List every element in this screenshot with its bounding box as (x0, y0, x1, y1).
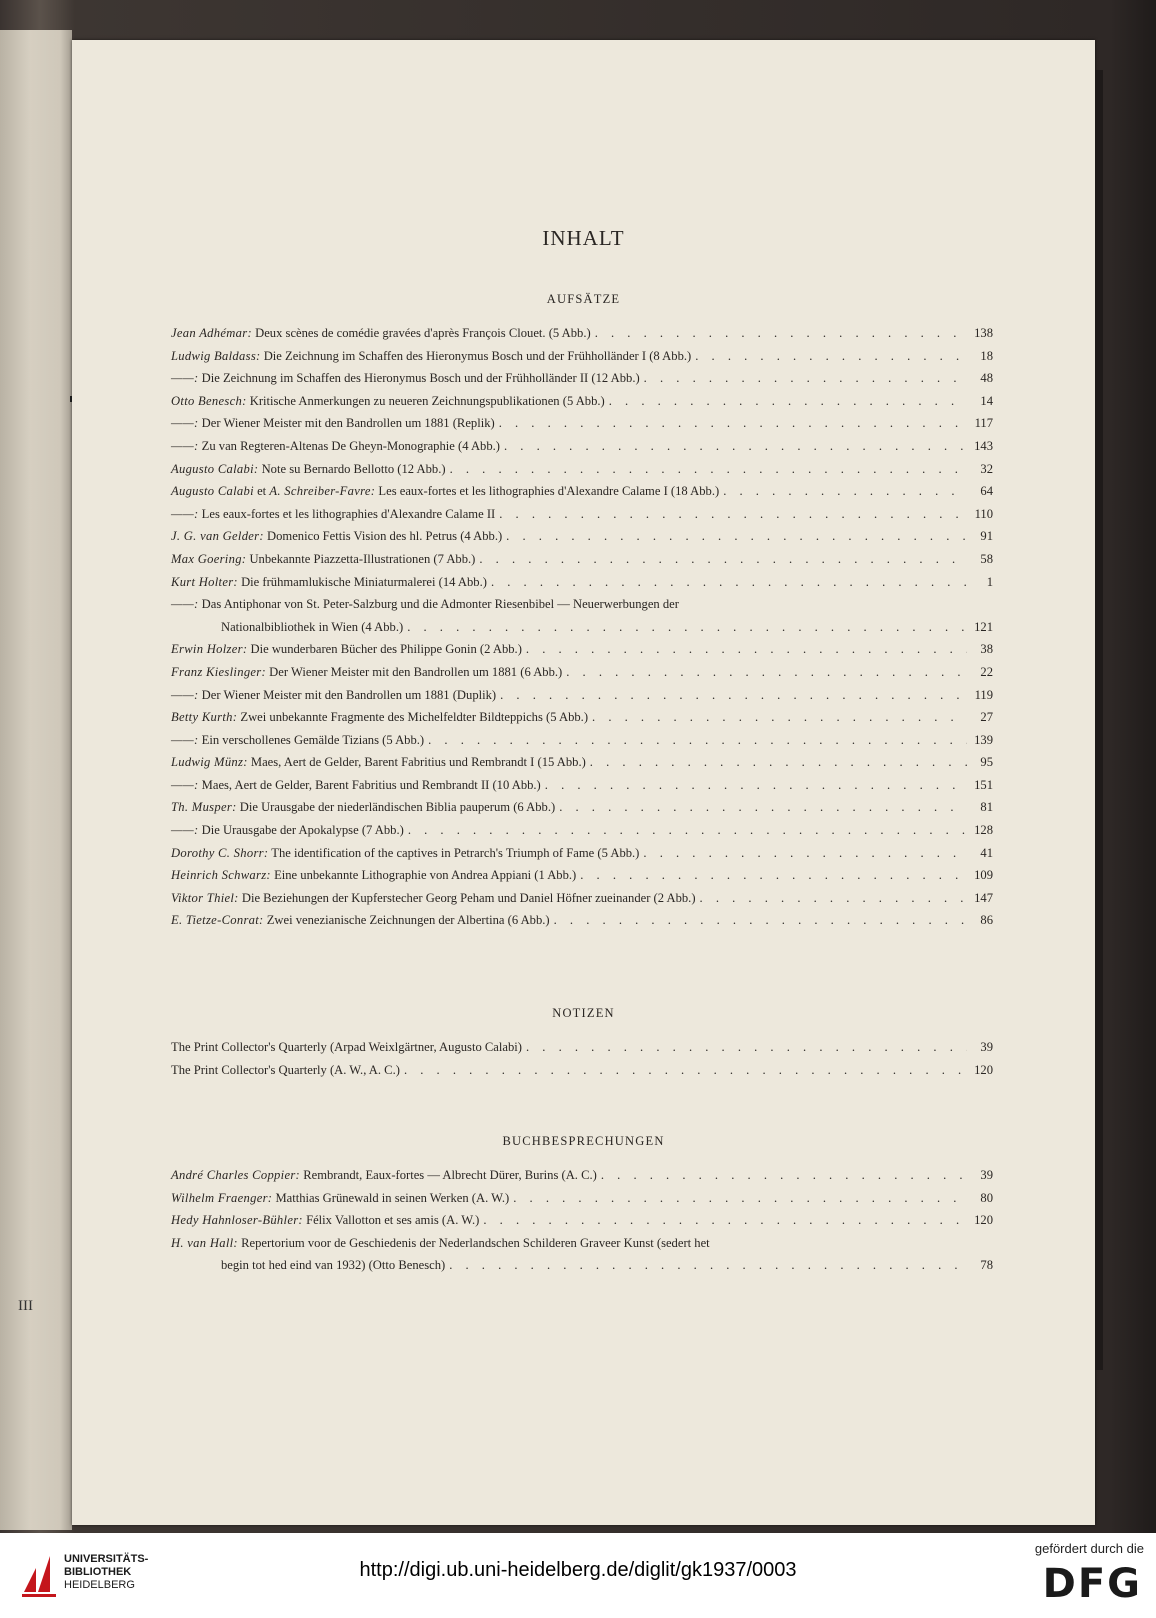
toc-title: Die frühmamlukische Miniaturmalerei (14 Abb.) (241, 574, 487, 589)
toc-leader-dots (643, 842, 967, 865)
toc-page-number: 64 (980, 484, 993, 499)
toc-leader-dots (559, 796, 967, 819)
toc-page-number: 27 (980, 710, 993, 725)
toc-entry-text (171, 842, 639, 865)
toc-page-number: 121 (974, 619, 993, 634)
toc-page-number: 120 (974, 1213, 993, 1228)
toc-entry (171, 887, 993, 910)
toc-leader-dots (723, 480, 967, 503)
toc-title: Der Wiener Meister mit den Bandrollen um 1881 (6 Abb.) (269, 664, 563, 679)
toc-title: The identification of the captives in Petrarch's Triumph of Fame (5 Abb.) (271, 845, 640, 860)
toc-page-number: 22 (980, 664, 993, 679)
toc-title: Zu van Regteren-Altenas De Gheyn-Monographie (4 Abb.) (201, 438, 500, 453)
toc-page-number: 91 (980, 529, 993, 544)
toc-author: Dorothy C. Shorr: (171, 845, 269, 860)
toc-entry (171, 593, 993, 638)
toc-entry-text (171, 571, 487, 594)
toc-title: Les eaux-fortes et les lithographies d'Alexandre Calame I (18 Abb.) (378, 484, 720, 499)
toc-entry (171, 1164, 993, 1187)
toc-page-number: 151 (974, 777, 993, 792)
toc-entry (171, 435, 993, 458)
toc-entry (171, 390, 993, 413)
toc-author: Augusto Calabi (171, 484, 254, 499)
toc-author: Franz Kieslinger: (171, 664, 267, 679)
toc-entry-continuation (171, 1254, 993, 1277)
toc-title: Zwei venezianische Zeichnungen der Albertina (6 Abb.) (266, 913, 550, 928)
toc-leader-dots (479, 548, 967, 571)
toc-leader-dots (428, 729, 967, 752)
toc-title: Der Wiener Meister mit den Bandrollen um 1881 (Duplik) (201, 687, 497, 702)
toc-page-number: 48 (980, 371, 993, 386)
toc-entry (171, 458, 993, 481)
toc-page-number: 39 (980, 1168, 993, 1182)
toc-entry-text (171, 412, 495, 435)
dfg-logo: DFG (1042, 1561, 1142, 1607)
toc-entry (171, 909, 993, 932)
toc-title: The Print Collector's Quarterly (A. W., A. C.) (171, 1062, 400, 1077)
toc-entry (171, 842, 993, 865)
toc-page-number: 86 (980, 913, 993, 928)
toc-entry-text (171, 480, 719, 503)
toc-entry-line (171, 1232, 993, 1255)
toc-title: Zwei unbekannte Fragmente des Michelfeldter Bildteppichs (5 Abb.) (240, 710, 589, 725)
toc-page-number: 80 (980, 1190, 993, 1205)
toc-entry-text (171, 661, 562, 684)
toc-page-number: 117 (974, 416, 993, 431)
library-name-line1: UNIVERSITÄTS- (64, 1553, 149, 1565)
toc-title: Matthias Grünewald in seinen Werken (A. W.) (275, 1190, 510, 1205)
toc-entry (171, 412, 993, 435)
toc-page-number: 139 (974, 732, 993, 747)
toc-page-number: 81 (980, 800, 993, 815)
toc-leader-dots (695, 345, 967, 368)
toc-entry-text (171, 706, 588, 729)
toc-entry-text (171, 684, 496, 707)
toc-title: Les eaux-fortes et les lithographies d'Alexandre Calame II (201, 506, 496, 521)
toc-entry-text (171, 751, 586, 774)
toc-notizen (171, 1036, 993, 1081)
toc-entry-text (171, 887, 696, 910)
toc-entry (171, 345, 993, 368)
toc-leader-dots (592, 706, 967, 729)
toc-leader-dots (504, 435, 967, 458)
source-url[interactable]: http://digi.ub.uni-heidelberg.de/diglit/gk1937/0003 (359, 1559, 797, 1581)
toc-title: Das Antiphonar von St. Peter-Salzburg und die Admonter Riesenbibel — Neuerwerbungen der (201, 597, 679, 612)
toc-title: Deux scènes de comédie gravées d'après François Clouet. (5 Abb.) (255, 326, 591, 340)
toc-entry-text (171, 864, 576, 887)
toc-leader-dots (601, 1164, 967, 1187)
toc-author: ——: (171, 597, 199, 612)
toc-title: Die Zeichnung im Schaffen des Hieronymus Bosch und der Frühholländer I (8 Abb.) (263, 348, 692, 363)
toc-author: Viktor Thiel: (171, 890, 239, 905)
toc-author: ——: (171, 506, 199, 521)
toc-title: Eine unbekannte Lithographie von Andrea Appiani (1 Abb.) (274, 868, 577, 883)
toc-entry (171, 661, 993, 684)
toc-leader-dots (580, 864, 967, 887)
toc-entry (171, 548, 993, 571)
toc-entry-text (171, 367, 640, 390)
toc-page-number: 32 (980, 461, 993, 476)
toc-page-number: 1 (986, 574, 993, 589)
toc-leader-dots (700, 887, 967, 910)
toc-entry (171, 819, 993, 842)
toc-page-number: 38 (980, 642, 993, 657)
toc-page-number: 109 (974, 868, 993, 883)
toc-entry (171, 706, 993, 729)
toc-title: Repertorium voor de Geschiedenis der Nederlandschen Schilderen Graveer Kunst (sedert het (241, 1235, 710, 1250)
section-heading-buchbesprechungen: BUCHBESPRECHUNGEN (502, 1134, 665, 1148)
toc-entry (171, 322, 993, 345)
toc-page-number: 119 (974, 687, 993, 702)
toc-page-number: 41 (980, 845, 993, 860)
toc-author: Ludwig Münz: (171, 755, 248, 770)
toc-entry (171, 1232, 993, 1277)
toc-title: Der Wiener Meister mit den Bandrollen um 1881 (Replik) (201, 416, 495, 431)
section-heading-aufsaetze: AUFSÄTZE (546, 292, 621, 306)
toc-title: Kritische Anmerkungen zu neueren Zeichnungspublikationen (5 Abb.) (249, 393, 605, 408)
toc-leader-dots (449, 1254, 967, 1277)
library-name-line2: BIBLIOTHEK (64, 1566, 132, 1578)
toc-author: Betty Kurth: (171, 710, 238, 725)
toc-entry (171, 751, 993, 774)
toc-entry-text (171, 1209, 479, 1232)
left-page-fragment: III (18, 1298, 33, 1314)
toc-leader-dots (407, 616, 967, 639)
toc-author: ——: (171, 823, 199, 838)
toc-author: André Charles Coppier: (171, 1168, 301, 1182)
toc-author: ——: (171, 416, 199, 431)
toc-leader-dots (408, 819, 967, 842)
toc-leader-dots (491, 571, 967, 594)
toc-title: Die wunderbaren Bücher des Philippe Gonin (2 Abb.) (250, 642, 522, 657)
toc-author: Kurt Holter: (171, 574, 238, 589)
toc-leader-dots (526, 638, 967, 661)
toc-entry (171, 1059, 993, 1082)
toc-entry-text (171, 345, 691, 368)
toc-entry-text (171, 774, 541, 797)
toc-entry (171, 684, 993, 707)
toc-leader-dots (590, 751, 967, 774)
toc-connector: et (257, 484, 267, 499)
toc-author: Max Goering: (171, 551, 247, 566)
toc-author: ——: (171, 732, 199, 747)
toc-entry-text (171, 1036, 522, 1059)
toc-entry-text (171, 597, 679, 611)
toc-entry-line (171, 593, 993, 616)
toc-entry-text (171, 435, 500, 458)
toc-entry (171, 571, 993, 594)
toc-entry-text (171, 458, 446, 481)
toc-entry (171, 864, 993, 887)
toc-entry-text (171, 819, 404, 842)
toc-leader-dots (526, 1036, 967, 1059)
toc-leader-dots (609, 390, 967, 413)
toc-title: Die Urausgabe der niederländischen Biblia pauperum (6 Abb.) (239, 800, 556, 815)
toc-entry (171, 1187, 993, 1210)
toc-title: Domenico Fettis Vision des hl. Petrus (4 Abb.) (267, 529, 503, 544)
toc-title: The Print Collector's Quarterly (Arpad Weixlgärtner, Augusto Calabi) (171, 1040, 522, 1054)
toc-author: Th. Musper: (171, 800, 237, 815)
toc-page-number: 128 (974, 823, 993, 838)
toc-title: Rembrandt, Eaux-fortes — Albrecht Dürer, Burins (A. C.) (303, 1168, 597, 1182)
toc-leader-dots (499, 503, 967, 526)
toc-entry-text (171, 1059, 400, 1082)
toc-page-number: 14 (980, 393, 993, 408)
toc-author: ——: (171, 371, 199, 386)
toc-author: Augusto Calabi: (171, 461, 259, 476)
toc-leader-dots (566, 661, 967, 684)
toc-title: Ein verschollenes Gemälde Tizians (5 Abb.) (201, 732, 425, 747)
toc-author: Wilhelm Fraenger: (171, 1190, 273, 1205)
toc-author: E. Tietze-Conrat: (171, 913, 264, 928)
toc-entry (171, 525, 993, 548)
section-heading-notizen: NOTIZEN (552, 1006, 615, 1020)
toc-entry-continuation (171, 616, 993, 639)
toc-leader-dots (483, 1209, 967, 1232)
toc-entry (171, 1036, 993, 1059)
toc-entry-text (171, 1187, 509, 1210)
page-shadow (1095, 70, 1103, 1370)
toc-page-number: 78 (980, 1258, 993, 1273)
toc-leader-dots (595, 322, 967, 345)
toc-title-continued: begin tot hed eind van 1932) (Otto Benesch) (221, 1258, 446, 1273)
toc-entry (171, 796, 993, 819)
toc-title-continued: Nationalbibliothek in Wien (4 Abb.) (221, 619, 404, 634)
toc-leader-dots (554, 909, 967, 932)
toc-title: Unbekannte Piazzetta-Illustrationen (7 Abb.) (249, 551, 476, 566)
toc-title: Maes, Aert de Gelder, Barent Fabritius und Rembrandt I (15 Abb.) (250, 755, 586, 770)
left-page-edge (0, 30, 72, 1530)
page-title: INHALT (542, 226, 625, 250)
library-name-line3: HEIDELBERG (64, 1579, 135, 1591)
toc-title: Félix Vallotton et ses amis (A. W.) (306, 1213, 480, 1228)
toc-entry-text (171, 390, 605, 413)
toc-page-number: 143 (974, 438, 993, 453)
toc-leader-dots (499, 412, 967, 435)
toc-author: Erwin Holzer: (171, 642, 248, 657)
toc-title: Die Beziehungen der Kupferstecher Georg Peham und Daniel Höfner zueinander (2 Abb.) (241, 890, 696, 905)
toc-page-number: 18 (980, 348, 993, 363)
toc-author: Hedy Hahnloser-Bühler: (171, 1213, 303, 1228)
toc-entry-text (171, 525, 502, 548)
toc-entry-text (171, 503, 495, 526)
toc-entry-text (171, 322, 591, 345)
toc-author: J. G. van Gelder: (171, 529, 264, 544)
toc-page-number: 58 (980, 551, 993, 566)
toc-entry-text (171, 638, 522, 661)
funding-caption: gefördert durch die (1034, 1541, 1144, 1556)
toc-leader-dots (500, 684, 967, 707)
toc-title: Die Urausgabe der Apokalypse (7 Abb.) (201, 823, 404, 838)
toc-leader-dots (506, 525, 967, 548)
toc-entry (171, 638, 993, 661)
toc-page-number: 147 (974, 890, 993, 905)
toc-leader-dots (545, 774, 967, 797)
toc-aufsaetze (171, 322, 993, 932)
toc-entry (171, 729, 993, 752)
toc-buchbesprechungen (171, 1164, 993, 1277)
toc-entry-text (171, 1164, 597, 1187)
toc-page-number: 110 (974, 506, 993, 521)
toc-author: Jean Adhémar: (171, 326, 252, 340)
toc-leader-dots (404, 1059, 967, 1082)
toc-leader-dots (450, 458, 967, 481)
toc-entry (171, 1209, 993, 1232)
toc-entry-text (171, 1236, 710, 1250)
toc-page-number: 39 (980, 1040, 993, 1054)
toc-entry (171, 367, 993, 390)
toc-entry-text (171, 729, 424, 752)
toc-author: H. van Hall: (171, 1235, 238, 1250)
toc-page-number: 138 (974, 326, 993, 340)
footer-bar (0, 1533, 1156, 1618)
toc-entry (171, 774, 993, 797)
toc-page-number: 120 (974, 1062, 993, 1077)
toc-entry-text (171, 909, 550, 932)
toc-author: Ludwig Baldass: (171, 348, 261, 363)
toc-title: Die Zeichnung im Schaffen des Hieronymus Bosch und der Frühholländer II (12 Abb.) (201, 371, 640, 386)
toc-author-2: A. Schreiber-Favre: (269, 484, 376, 499)
toc-leader-dots (644, 367, 967, 390)
toc-title: Note su Bernardo Bellotto (12 Abb.) (261, 461, 446, 476)
toc-author: Heinrich Schwarz: (171, 868, 271, 883)
toc-author: ——: (171, 687, 199, 702)
toc-entry (171, 480, 993, 503)
toc-author: ——: (171, 438, 199, 453)
toc-author: Otto Benesch: (171, 393, 247, 408)
toc-title: Maes, Aert de Gelder, Barent Fabritius und Rembrandt II (10 Abb.) (201, 777, 541, 792)
toc-leader-dots (513, 1187, 967, 1210)
toc-page-number: 95 (980, 755, 993, 770)
toc-entry-text (171, 796, 555, 819)
toc-author: ——: (171, 777, 199, 792)
toc-entry-text (171, 548, 475, 571)
document-page (72, 40, 1095, 1525)
toc-entry (171, 503, 993, 526)
